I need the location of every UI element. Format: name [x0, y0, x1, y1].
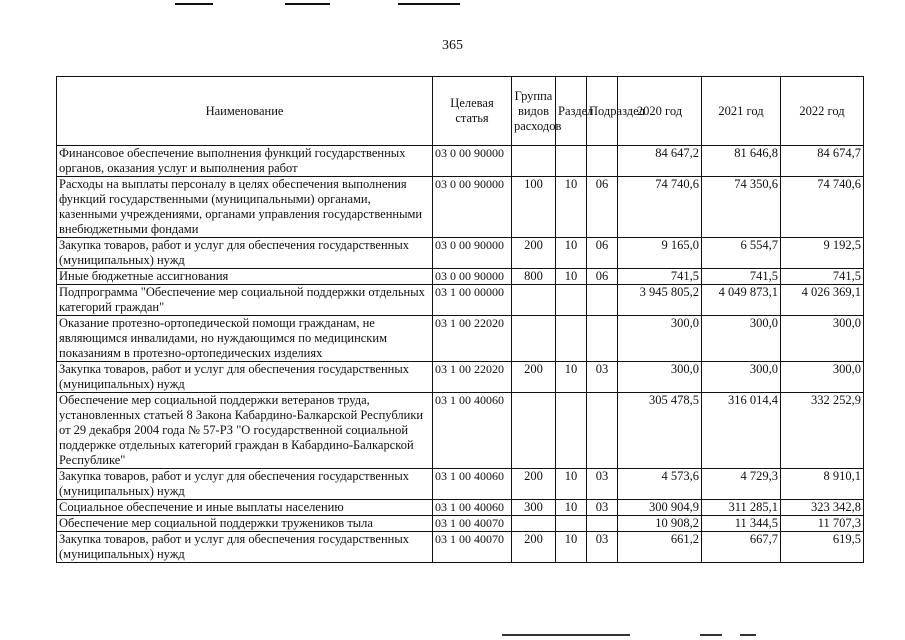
cell-2020: 3 945 805,2 [618, 285, 702, 316]
cell-subsection [587, 516, 618, 532]
cell-name: Закупка товаров, работ и услуг для обеспечения государственных (муниципальных) нужд [57, 238, 433, 269]
cell-section: 10 [556, 238, 587, 269]
cell-section [556, 516, 587, 532]
table-row [57, 393, 864, 469]
table-row [57, 469, 864, 500]
header-name: Наименование [57, 77, 433, 146]
cell-2021: 667,7 [702, 532, 781, 563]
cell-subsection [587, 285, 618, 316]
cell-name: Оказание протезно-ортопедической помощи гражданам, не являющимся инвалидами, но нуждающимся по медицинским показаниям в протезно-ортопедических изделиях [57, 316, 433, 362]
cell-subsection: 03 [587, 362, 618, 393]
cell-2021: 81 646,8 [702, 146, 781, 177]
cell-target: 03 1 00 22020 [433, 362, 512, 393]
cell-expense-group [512, 516, 556, 532]
cell-expense-group: 200 [512, 238, 556, 269]
cell-expense-group [512, 146, 556, 177]
cell-2022: 300,0 [781, 316, 864, 362]
cell-2021: 4 049 873,1 [702, 285, 781, 316]
cell-name: Обеспечение мер социальной поддержки ветеранов труда, установленных статьей 8 Закона Кабардино-Балкарской Республики от 29 декабря 2004 года № 57-РЗ "О государственной социальной поддержке отдельных категорий граждан в Кабардино-Балкарской Республике" [57, 393, 433, 469]
cell-2021: 6 554,7 [702, 238, 781, 269]
table-row [57, 177, 864, 238]
cell-expense-group [512, 316, 556, 362]
table-row [57, 532, 864, 563]
cell-2021: 4 729,3 [702, 469, 781, 500]
cell-2020: 300,0 [618, 316, 702, 362]
cell-name: Иные бюджетные ассигнования [57, 269, 433, 285]
cell-2021: 300,0 [702, 362, 781, 393]
cell-target: 03 0 00 90000 [433, 146, 512, 177]
header-2020: 2020 год [618, 77, 702, 146]
cell-subsection: 06 [587, 177, 618, 238]
cell-2022: 84 674,7 [781, 146, 864, 177]
cell-2021: 316 014,4 [702, 393, 781, 469]
cell-2022: 4 026 369,1 [781, 285, 864, 316]
cell-2020: 9 165,0 [618, 238, 702, 269]
cell-2020: 300,0 [618, 362, 702, 393]
cell-2020: 741,5 [618, 269, 702, 285]
cell-target: 03 1 00 40060 [433, 393, 512, 469]
cell-name: Закупка товаров, работ и услуг для обеспечения государственных (муниципальных) нужд [57, 362, 433, 393]
table-row [57, 516, 864, 532]
header-2022: 2022 год [781, 77, 864, 146]
cell-subsection: 03 [587, 469, 618, 500]
cell-name: Закупка товаров, работ и услуг для обеспечения государственных (муниципальных) нужд [57, 469, 433, 500]
cell-target: 03 1 00 00000 [433, 285, 512, 316]
page-number: 365 [442, 38, 463, 53]
table-row [57, 238, 864, 269]
cell-2021: 74 350,6 [702, 177, 781, 238]
header-section: Раздел [556, 77, 587, 146]
cell-target: 03 1 00 22020 [433, 316, 512, 362]
cell-2020: 84 647,2 [618, 146, 702, 177]
table-row [57, 500, 864, 516]
cell-target: 03 1 00 40070 [433, 532, 512, 563]
top-scan-marks [0, 0, 905, 10]
cell-2020: 10 908,2 [618, 516, 702, 532]
table-body [57, 146, 864, 563]
cell-expense-group: 800 [512, 269, 556, 285]
cell-2021: 311 285,1 [702, 500, 781, 516]
cell-expense-group: 100 [512, 177, 556, 238]
cell-section [556, 393, 587, 469]
cell-target: 03 0 00 90000 [433, 238, 512, 269]
cell-target: 03 1 00 40060 [433, 500, 512, 516]
cell-name: Расходы на выплаты персоналу в целях обеспечения выполнения функций государственными (муниципальными) органами, казенными учреждениями, органами управления государственными внебюджетными фондами [57, 177, 433, 238]
cell-2022: 8 910,1 [781, 469, 864, 500]
cell-section: 10 [556, 269, 587, 285]
cell-subsection: 06 [587, 238, 618, 269]
cell-target: 03 0 00 90000 [433, 269, 512, 285]
cell-subsection: 03 [587, 500, 618, 516]
cell-2020: 4 573,6 [618, 469, 702, 500]
cell-2022: 619,5 [781, 532, 864, 563]
header-target: Целевая статья [433, 77, 512, 146]
header-expense-group: Группа видов расходов [512, 77, 556, 146]
cell-subsection [587, 316, 618, 362]
cell-section [556, 146, 587, 177]
cell-expense-group [512, 285, 556, 316]
cell-expense-group: 300 [512, 500, 556, 516]
cell-section: 10 [556, 177, 587, 238]
cell-subsection [587, 146, 618, 177]
cell-2020: 661,2 [618, 532, 702, 563]
cell-2020: 300 904,9 [618, 500, 702, 516]
cell-target: 03 1 00 40070 [433, 516, 512, 532]
cell-expense-group: 200 [512, 532, 556, 563]
cell-2022: 741,5 [781, 269, 864, 285]
cell-name: Подпрограмма "Обеспечение мер социальной поддержки отдельных категорий граждан" [57, 285, 433, 316]
cell-section [556, 316, 587, 362]
cell-section: 10 [556, 362, 587, 393]
table-row [57, 269, 864, 285]
cell-target: 03 1 00 40060 [433, 469, 512, 500]
cell-expense-group [512, 393, 556, 469]
cell-2022: 9 192,5 [781, 238, 864, 269]
cell-2020: 305 478,5 [618, 393, 702, 469]
cell-2022: 11 707,3 [781, 516, 864, 532]
bottom-scan-marks [0, 632, 905, 640]
header-2021: 2021 год [702, 77, 781, 146]
cell-name: Закупка товаров, работ и услуг для обеспечения государственных (муниципальных) нужд [57, 532, 433, 563]
cell-name: Обеспечение мер социальной поддержки тружеников тыла [57, 516, 433, 532]
cell-name: Финансовое обеспечение выполнения функций государственных органов, оказания услуг и выполнения работ [57, 146, 433, 177]
cell-expense-group: 200 [512, 362, 556, 393]
table-row [57, 316, 864, 362]
cell-2020: 74 740,6 [618, 177, 702, 238]
cell-expense-group: 200 [512, 469, 556, 500]
cell-2022: 300,0 [781, 362, 864, 393]
cell-section: 10 [556, 500, 587, 516]
table-header-row [57, 77, 864, 146]
cell-2021: 300,0 [702, 316, 781, 362]
cell-target: 03 0 00 90000 [433, 177, 512, 238]
cell-section: 10 [556, 532, 587, 563]
cell-subsection: 06 [587, 269, 618, 285]
cell-section [556, 285, 587, 316]
cell-2022: 332 252,9 [781, 393, 864, 469]
cell-section: 10 [556, 469, 587, 500]
cell-subsection [587, 393, 618, 469]
cell-name: Социальное обеспечение и иные выплаты населению [57, 500, 433, 516]
cell-2022: 323 342,8 [781, 500, 864, 516]
header-subsection: Подраздел [587, 77, 618, 146]
table-row [57, 285, 864, 316]
cell-subsection: 03 [587, 532, 618, 563]
budget-table [56, 76, 864, 563]
cell-2021: 741,5 [702, 269, 781, 285]
cell-2021: 11 344,5 [702, 516, 781, 532]
cell-2022: 74 740,6 [781, 177, 864, 238]
table-row [57, 362, 864, 393]
table-row [57, 146, 864, 177]
